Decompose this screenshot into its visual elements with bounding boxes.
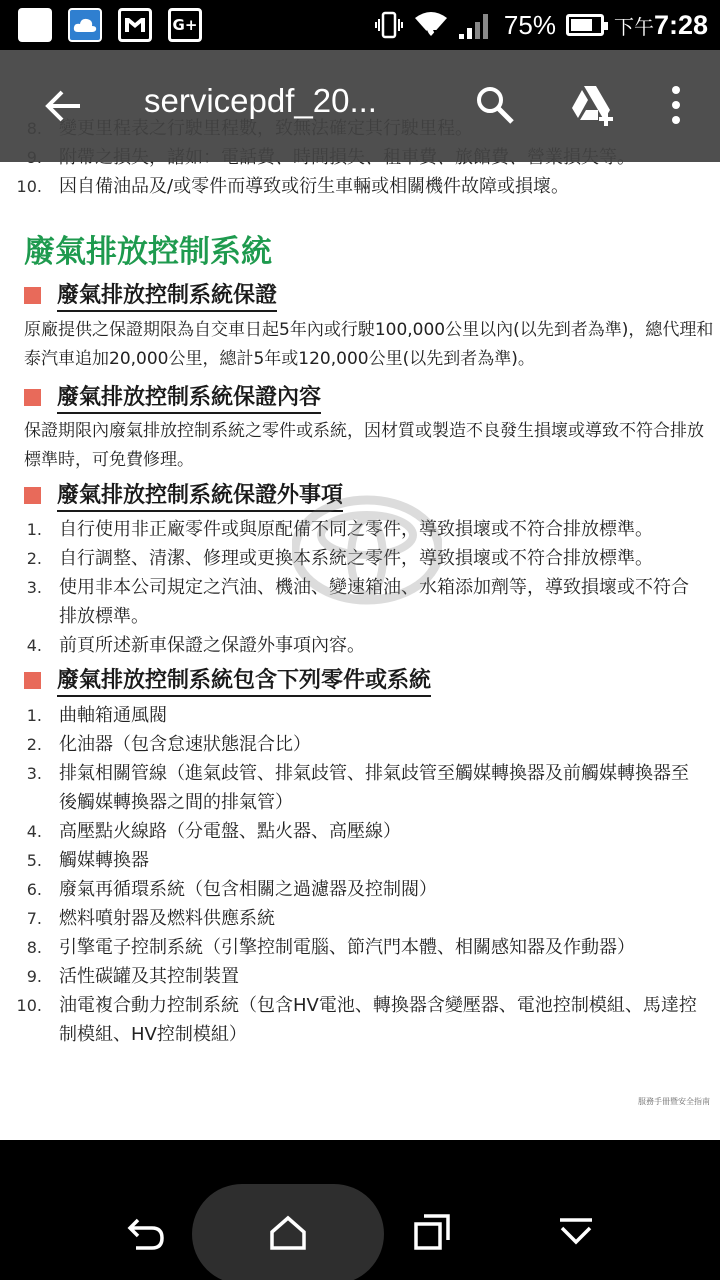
pdf-page[interactable] — [0, 50, 720, 1140]
list-item-text: 廢氣再循環系統（包含相關之過濾器及控制閥） — [59, 879, 437, 900]
brand-watermark-icon — [292, 495, 442, 605]
list-item-text: 使用非本公司規定之汽油、機油、變速箱油、水箱添加劑等，導致損壞或不符合排放標準。 — [59, 577, 689, 627]
list-item-text: 化油器（包含怠速狀態混合比） — [59, 734, 311, 755]
list-item — [0, 759, 720, 817]
more-vert-icon[interactable] — [664, 84, 688, 128]
battery-percent: 75% — [503, 9, 556, 40]
add-to-drive-icon[interactable] — [568, 84, 616, 128]
battery-icon — [566, 14, 604, 36]
list-item-text: 因自備油品及/或零件而導致或衍生車輛或相關機件故障或損壞。 — [59, 176, 570, 197]
list-item — [0, 172, 720, 201]
list-item-number: 8. — [26, 938, 42, 957]
home-nav-icon[interactable] — [268, 1212, 308, 1252]
list-item — [0, 846, 720, 875]
list-item — [0, 730, 720, 759]
blank-notification-icon — [18, 8, 52, 42]
list-item-text: 引擎電子控制系統（引擎控制電腦、節汽門本體、相關感知器及作動器） — [59, 937, 635, 958]
status-bar — [0, 0, 720, 50]
list-item-number: 10. — [16, 996, 42, 1015]
main-heading: 廢氣排放控制系統 — [24, 234, 272, 270]
list-item-text: 自行使用非正廠零件或與原配備不同之零件，導致損壞或不符合排放標準。 — [59, 519, 653, 540]
section-heading: 廢氣排放控制系統保證外事項 — [24, 478, 343, 512]
list-item-number: 3. — [26, 578, 42, 597]
list-item — [0, 904, 720, 933]
vibrate-icon — [374, 10, 404, 40]
list-item-text: 排氣相關管線（進氣歧管、排氣歧管、排氣歧管至觸媒轉換器及前觸媒轉換器至後觸媒轉換器之間的排氣管） — [59, 763, 689, 813]
back-nav-icon[interactable] — [126, 1212, 166, 1252]
list-item-text: 觸媒轉換器 — [59, 850, 149, 871]
hide-nav-icon[interactable] — [556, 1212, 596, 1252]
section-paragraph: 原廠提供之保證期限為自交車日起5年內或行駛100,000公里以內(以先到者為準)，總代理和泰汽車追加20,000公里，總計5年或120,000公里(以先到者為準)。 — [24, 320, 714, 369]
navigation-bar — [0, 1140, 720, 1280]
list-item-number: 3. — [26, 764, 42, 783]
list-item-text: 前頁所述新車保證之保證外事項內容。 — [59, 635, 365, 656]
weather-app-icon — [68, 8, 102, 42]
list-item-text: 油電複合動力控制系統（包含HV電池、轉換器含變壓器、電池控制模組、馬達控制模組、HV控制模組） — [59, 995, 697, 1045]
list-item — [0, 875, 720, 904]
list-item-number: 2. — [26, 549, 42, 568]
bullet-square — [24, 672, 41, 689]
section-paragraph: 保證期限內廢氣排放控制系統之零件或系統，因材質或製造不良發生損壞或導致不符合排放標準時，可免費修理。 — [24, 421, 704, 470]
bullet-square — [24, 287, 41, 304]
list-item — [0, 991, 720, 1049]
list-item — [0, 701, 720, 730]
section-heading: 廢氣排放控制系統保證內容 — [24, 380, 321, 414]
gmail-icon — [118, 8, 152, 42]
list-item-text: 燃料噴射器及燃料供應系統 — [59, 908, 275, 929]
list-item-number: 1. — [26, 520, 42, 539]
time-prefix: 下午 — [613, 16, 654, 39]
list-item-text: 自行調整、清潔、修理或更換本系統之零件，導致損壞或不符合排放標準。 — [59, 548, 653, 569]
list-item-number: 4. — [26, 636, 42, 655]
list-item-number: 9. — [26, 967, 42, 986]
list-item — [0, 933, 720, 962]
components-list — [0, 701, 720, 1049]
bullet-square — [24, 389, 41, 406]
section-heading: 廢氣排放控制系統包含下列零件或系統 — [24, 663, 431, 697]
section-heading: 廢氣排放控制系統保證 — [24, 278, 277, 312]
wifi-icon — [414, 10, 448, 40]
app-bar — [0, 50, 720, 162]
list-item-number: 7. — [26, 909, 42, 928]
page-footnote: 服務手冊暨安全指南 — [638, 1097, 710, 1106]
list-item-text: 高壓點火線路（分電盤、點火器、高壓線） — [59, 821, 401, 842]
list-item-number: 5. — [26, 851, 42, 870]
list-item-text: 活性碳罐及其控制裝置 — [59, 966, 239, 987]
document-title: servicepdf_20... — [144, 82, 377, 119]
list-item-number: 6. — [26, 880, 42, 899]
list-item-text: 曲軸箱通風閥 — [59, 705, 167, 726]
signal-icon — [458, 10, 494, 40]
google-plus-icon: G+ — [168, 8, 202, 42]
list-item-number: 2. — [26, 735, 42, 754]
back-arrow-icon[interactable] — [44, 86, 84, 126]
recents-nav-icon[interactable] — [412, 1212, 452, 1252]
list-item-number: 1. — [26, 706, 42, 725]
search-icon[interactable] — [474, 84, 516, 126]
list-item — [0, 631, 720, 660]
list-item-number: 4. — [26, 822, 42, 841]
list-item — [0, 962, 720, 991]
bullet-square — [24, 487, 41, 504]
clock: 7:28 — [653, 9, 708, 40]
list-item — [0, 817, 720, 846]
list-item-number: 10. — [16, 177, 42, 196]
